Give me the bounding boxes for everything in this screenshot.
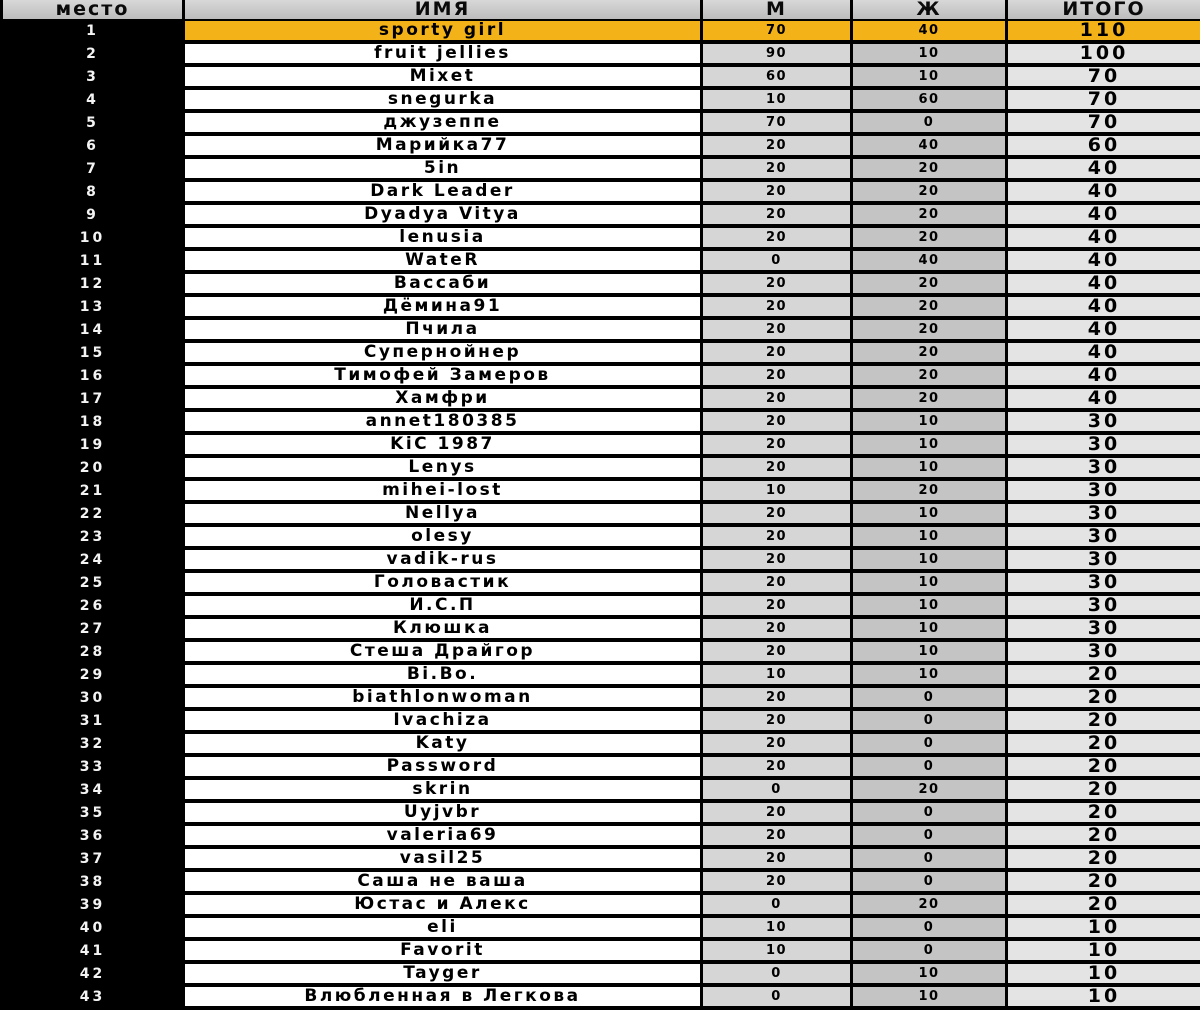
name-cell: fruit jellies [184,42,702,65]
table-row [2,341,1200,364]
m-score-cell: 10 [702,88,852,111]
f-score-cell: 0 [852,755,1007,778]
rank-cell: 42 [2,962,184,985]
rank-cell: 2 [2,42,184,65]
f-score-cell: 0 [852,801,1007,824]
name-cell: джузеппе [184,111,702,134]
rank-cell: 6 [2,134,184,157]
rank-cell: 18 [2,410,184,433]
name-cell: KiC 1987 [184,433,702,456]
rank-cell: 37 [2,847,184,870]
table-row [2,870,1200,893]
f-score-cell: 0 [852,939,1007,962]
rank-cell: 7 [2,157,184,180]
rank-cell: 43 [2,985,184,1008]
m-score-cell: 20 [702,387,852,410]
name-cell: Пчила [184,318,702,341]
name-cell: eli [184,916,702,939]
name-cell: Ivachiza [184,709,702,732]
rank-cell: 40 [2,916,184,939]
total-cell: 20 [1007,824,1200,847]
total-cell: 40 [1007,341,1200,364]
m-score-cell: 20 [702,548,852,571]
f-score-cell: 40 [852,134,1007,157]
m-score-cell: 20 [702,686,852,709]
table-row [2,410,1200,433]
rank-cell: 21 [2,479,184,502]
total-cell: 30 [1007,594,1200,617]
f-score-cell: 0 [852,870,1007,893]
name-cell: Головастик [184,571,702,594]
f-score-cell: 20 [852,203,1007,226]
m-score-cell: 20 [702,732,852,755]
table-row [2,387,1200,410]
total-cell: 20 [1007,893,1200,916]
rank-cell: 39 [2,893,184,916]
f-score-cell: 10 [852,548,1007,571]
table-row [2,824,1200,847]
table-row [2,617,1200,640]
f-score-cell: 10 [852,65,1007,88]
rank-cell: 34 [2,778,184,801]
table-row [2,985,1200,1008]
table-row [2,249,1200,272]
m-score-cell: 20 [702,364,852,387]
name-cell: skrin [184,778,702,801]
rank-cell: 9 [2,203,184,226]
table-row [2,571,1200,594]
name-cell: vadik-rus [184,548,702,571]
total-cell: 40 [1007,364,1200,387]
m-score-cell: 20 [702,134,852,157]
total-cell: 20 [1007,847,1200,870]
m-score-cell: 0 [702,962,852,985]
table-row [2,525,1200,548]
m-score-cell: 0 [702,249,852,272]
name-cell: sporty girl [184,20,702,42]
f-score-cell: 10 [852,640,1007,663]
total-cell: 40 [1007,318,1200,341]
rank-cell: 32 [2,732,184,755]
table-row [2,111,1200,134]
m-score-cell: 20 [702,571,852,594]
rank-cell: 16 [2,364,184,387]
total-cell: 40 [1007,203,1200,226]
table-row [2,801,1200,824]
m-score-cell: 20 [702,847,852,870]
total-cell: 20 [1007,686,1200,709]
name-cell: Клюшка [184,617,702,640]
total-cell: 100 [1007,42,1200,65]
table-row [2,778,1200,801]
table-row [2,663,1200,686]
total-cell: 40 [1007,295,1200,318]
m-score-cell: 10 [702,663,852,686]
rank-cell: 4 [2,88,184,111]
f-score-cell: 0 [852,111,1007,134]
m-score-cell: 0 [702,985,852,1008]
header-f: Ж [852,0,1007,20]
table-row [2,20,1200,42]
m-score-cell: 20 [702,594,852,617]
rank-cell: 13 [2,295,184,318]
rank-cell: 10 [2,226,184,249]
name-cell: mihei-lost [184,479,702,502]
f-score-cell: 0 [852,732,1007,755]
m-score-cell: 0 [702,893,852,916]
f-score-cell: 10 [852,410,1007,433]
total-cell: 10 [1007,962,1200,985]
total-cell: 30 [1007,433,1200,456]
rank-cell: 20 [2,456,184,479]
table-row [2,594,1200,617]
name-cell: Вассаби [184,272,702,295]
table-row [2,226,1200,249]
name-cell: Bi.Bo. [184,663,702,686]
rank-cell: 23 [2,525,184,548]
rank-cell: 38 [2,870,184,893]
m-score-cell: 20 [702,226,852,249]
m-score-cell: 20 [702,341,852,364]
m-score-cell: 20 [702,295,852,318]
f-score-cell: 20 [852,479,1007,502]
name-cell: vasil25 [184,847,702,870]
m-score-cell: 60 [702,65,852,88]
f-score-cell: 0 [852,709,1007,732]
total-cell: 20 [1007,801,1200,824]
table-row [2,295,1200,318]
total-cell: 30 [1007,548,1200,571]
f-score-cell: 10 [852,571,1007,594]
f-score-cell: 0 [852,847,1007,870]
m-score-cell: 20 [702,824,852,847]
name-cell: Katy [184,732,702,755]
header-rank: место [2,0,184,20]
total-cell: 110 [1007,20,1200,42]
total-cell: 20 [1007,709,1200,732]
m-score-cell: 20 [702,870,852,893]
f-score-cell: 20 [852,893,1007,916]
name-cell: valeria69 [184,824,702,847]
name-cell: Хамфри [184,387,702,410]
total-cell: 70 [1007,88,1200,111]
name-cell: Tayger [184,962,702,985]
f-score-cell: 10 [852,433,1007,456]
name-cell: Супернойнер [184,341,702,364]
m-score-cell: 20 [702,318,852,341]
table-row [2,42,1200,65]
table-row [2,709,1200,732]
total-cell: 40 [1007,226,1200,249]
rank-cell: 11 [2,249,184,272]
f-score-cell: 10 [852,594,1007,617]
m-score-cell: 10 [702,939,852,962]
rank-cell: 12 [2,272,184,295]
rank-cell: 25 [2,571,184,594]
rank-cell: 35 [2,801,184,824]
table-row [2,318,1200,341]
m-score-cell: 20 [702,410,852,433]
name-cell: Саша не ваша [184,870,702,893]
table-row [2,640,1200,663]
f-score-cell: 20 [852,272,1007,295]
rank-cell: 31 [2,709,184,732]
f-score-cell: 0 [852,686,1007,709]
name-cell: Dyadya Vitya [184,203,702,226]
total-cell: 30 [1007,479,1200,502]
table-row [2,548,1200,571]
name-cell: annet180385 [184,410,702,433]
name-cell: WateR [184,249,702,272]
f-score-cell: 10 [852,663,1007,686]
f-score-cell: 20 [852,226,1007,249]
total-cell: 40 [1007,180,1200,203]
name-cell: biathlonwoman [184,686,702,709]
name-cell: Uyjvbr [184,801,702,824]
f-score-cell: 10 [852,962,1007,985]
m-score-cell: 20 [702,157,852,180]
total-cell: 40 [1007,157,1200,180]
f-score-cell: 0 [852,916,1007,939]
table-row [2,157,1200,180]
m-score-cell: 70 [702,20,852,42]
name-cell: Влюбленная в Легкова [184,985,702,1008]
name-cell: Nellya [184,502,702,525]
f-score-cell: 10 [852,525,1007,548]
table-row [2,502,1200,525]
total-cell: 30 [1007,617,1200,640]
header-total: ИТОГО [1007,0,1200,20]
rank-cell: 19 [2,433,184,456]
total-cell: 70 [1007,111,1200,134]
name-cell: Тимофей Замеров [184,364,702,387]
m-score-cell: 10 [702,916,852,939]
rank-cell: 15 [2,341,184,364]
f-score-cell: 20 [852,157,1007,180]
table-row [2,916,1200,939]
f-score-cell: 10 [852,617,1007,640]
name-cell: olesy [184,525,702,548]
total-cell: 40 [1007,387,1200,410]
rank-cell: 3 [2,65,184,88]
total-cell: 40 [1007,272,1200,295]
total-cell: 30 [1007,525,1200,548]
rank-cell: 33 [2,755,184,778]
f-score-cell: 40 [852,20,1007,42]
table-row [2,364,1200,387]
rank-cell: 36 [2,824,184,847]
table-row [2,893,1200,916]
f-score-cell: 10 [852,456,1007,479]
total-cell: 30 [1007,410,1200,433]
m-score-cell: 10 [702,479,852,502]
total-cell: 20 [1007,870,1200,893]
name-cell: 5in [184,157,702,180]
table-row [2,686,1200,709]
table-row [2,433,1200,456]
total-cell: 10 [1007,916,1200,939]
rank-cell: 17 [2,387,184,410]
rank-cell: 41 [2,939,184,962]
rank-cell: 22 [2,502,184,525]
table-row [2,88,1200,111]
table-row [2,847,1200,870]
table-row [2,134,1200,157]
name-cell: И.С.П [184,594,702,617]
rank-cell: 26 [2,594,184,617]
m-score-cell: 90 [702,42,852,65]
rank-cell: 14 [2,318,184,341]
f-score-cell: 10 [852,502,1007,525]
rank-cell: 8 [2,180,184,203]
m-score-cell: 20 [702,640,852,663]
m-score-cell: 20 [702,801,852,824]
name-cell: Стеша Драйгор [184,640,702,663]
total-cell: 10 [1007,985,1200,1008]
total-cell: 30 [1007,456,1200,479]
rank-cell: 24 [2,548,184,571]
table-row [2,732,1200,755]
total-cell: 30 [1007,640,1200,663]
table-body [2,20,1200,1008]
f-score-cell: 10 [852,985,1007,1008]
rank-cell: 5 [2,111,184,134]
m-score-cell: 70 [702,111,852,134]
f-score-cell: 20 [852,180,1007,203]
table-row [2,456,1200,479]
rank-cell: 1 [2,20,184,42]
total-cell: 40 [1007,249,1200,272]
name-cell: Favorit [184,939,702,962]
f-score-cell: 0 [852,824,1007,847]
name-cell: lenusia [184,226,702,249]
name-cell: Dark Leader [184,180,702,203]
m-score-cell: 20 [702,617,852,640]
total-cell: 60 [1007,134,1200,157]
m-score-cell: 20 [702,456,852,479]
table-row [2,962,1200,985]
f-score-cell: 40 [852,249,1007,272]
header-row [2,0,1200,20]
f-score-cell: 20 [852,341,1007,364]
table-row [2,180,1200,203]
f-score-cell: 20 [852,387,1007,410]
total-cell: 30 [1007,502,1200,525]
f-score-cell: 20 [852,318,1007,341]
table-row [2,272,1200,295]
table-row [2,939,1200,962]
rank-cell: 30 [2,686,184,709]
f-score-cell: 20 [852,295,1007,318]
m-score-cell: 0 [702,778,852,801]
name-cell: Дёмина91 [184,295,702,318]
m-score-cell: 20 [702,433,852,456]
name-cell: Марийка77 [184,134,702,157]
table-row [2,65,1200,88]
m-score-cell: 20 [702,525,852,548]
m-score-cell: 20 [702,203,852,226]
m-score-cell: 20 [702,755,852,778]
total-cell: 20 [1007,663,1200,686]
name-cell: Password [184,755,702,778]
name-cell: Mixet [184,65,702,88]
f-score-cell: 20 [852,364,1007,387]
table-row [2,203,1200,226]
table-row [2,755,1200,778]
rank-cell: 29 [2,663,184,686]
f-score-cell: 60 [852,88,1007,111]
name-cell: Юстас и Алекс [184,893,702,916]
m-score-cell: 20 [702,709,852,732]
m-score-cell: 20 [702,502,852,525]
table-row [2,479,1200,502]
header-name: ИМЯ [184,0,702,20]
f-score-cell: 10 [852,42,1007,65]
total-cell: 20 [1007,755,1200,778]
total-cell: 70 [1007,65,1200,88]
name-cell: Lenys [184,456,702,479]
total-cell: 20 [1007,732,1200,755]
m-score-cell: 20 [702,272,852,295]
f-score-cell: 20 [852,778,1007,801]
total-cell: 20 [1007,778,1200,801]
total-cell: 10 [1007,939,1200,962]
name-cell: snegurka [184,88,702,111]
total-cell: 30 [1007,571,1200,594]
rank-cell: 28 [2,640,184,663]
header-m: М [702,0,852,20]
m-score-cell: 20 [702,180,852,203]
rank-cell: 27 [2,617,184,640]
